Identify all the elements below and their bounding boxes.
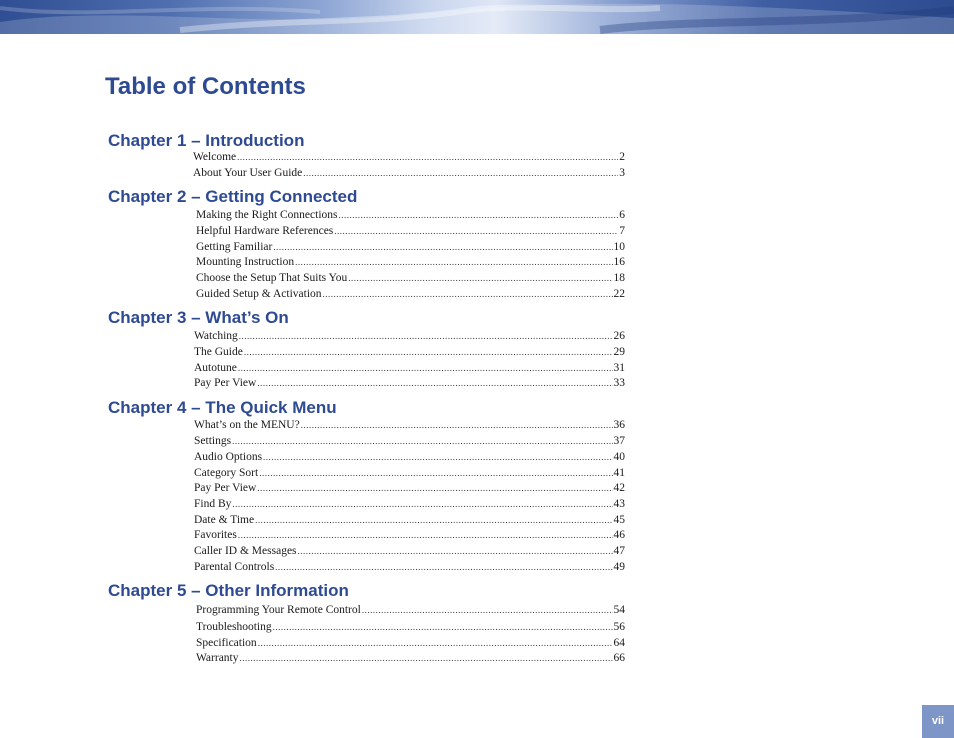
dot-leader — [232, 434, 612, 448]
entry-page: 6 — [619, 209, 625, 221]
entry-page: 37 — [613, 435, 625, 447]
dot-leader — [259, 466, 612, 480]
toc-entry[interactable] — [196, 651, 625, 665]
dot-leader — [244, 345, 613, 359]
dot-leader — [257, 376, 612, 390]
dot-leader — [238, 528, 613, 542]
entry-page: 7 — [619, 225, 625, 237]
toc-entry[interactable] — [196, 255, 625, 269]
entry-page: 22 — [613, 288, 625, 300]
entry-label: Parental Controls — [194, 561, 275, 573]
toc-entry[interactable] — [194, 466, 625, 480]
entry-page: 26 — [613, 330, 625, 342]
dot-leader — [295, 255, 612, 269]
entry-page: 43 — [613, 498, 625, 510]
entry-label: Specification — [196, 637, 257, 649]
dot-leader — [240, 651, 613, 665]
entry-label: Autotune — [194, 362, 237, 374]
entry-page: 18 — [613, 272, 625, 284]
toc-entry[interactable] — [194, 361, 625, 375]
dot-leader — [273, 240, 612, 254]
page-number-tab: vii — [922, 705, 954, 738]
entry-page: 3 — [619, 167, 625, 179]
toc-entry[interactable] — [194, 345, 625, 359]
entry-label: Audio Options — [194, 451, 263, 463]
entry-label: Watching — [194, 330, 238, 342]
dot-leader — [362, 603, 613, 617]
entry-page: 45 — [613, 514, 625, 526]
entry-page: 47 — [613, 545, 625, 557]
toc-entry[interactable] — [193, 166, 625, 180]
entry-page: 33 — [613, 377, 625, 389]
entry-page: 16 — [613, 256, 625, 268]
dot-leader — [275, 560, 612, 574]
toc-entry[interactable] — [194, 450, 625, 464]
toc-entry[interactable] — [194, 434, 625, 448]
entry-label: Pay Per View — [194, 377, 257, 389]
toc-entry[interactable] — [194, 376, 625, 390]
entry-page: 31 — [613, 362, 625, 374]
entry-page: 46 — [613, 529, 625, 541]
entry-label: Category Sort — [194, 467, 259, 479]
entry-page: 64 — [613, 637, 625, 649]
toc-entry[interactable] — [194, 418, 625, 432]
chapter-3-heading: Chapter 3 – What’s On — [108, 308, 289, 327]
entry-label: Mounting Instruction — [196, 256, 295, 268]
dot-leader — [257, 481, 612, 495]
toc-entry[interactable] — [196, 603, 625, 617]
entry-page: 54 — [613, 604, 625, 616]
entry-page: 36 — [613, 419, 625, 431]
dot-leader — [255, 513, 612, 527]
toc-entry[interactable] — [196, 271, 625, 285]
toc-entry[interactable] — [194, 497, 625, 511]
entry-page: 2 — [619, 151, 625, 163]
chapter-5-heading: Chapter 5 – Other Information — [108, 581, 349, 600]
entry-label: Favorites — [194, 529, 237, 541]
entry-page: 40 — [613, 451, 625, 463]
entry-label: Welcome — [193, 151, 237, 163]
entry-label: Troubleshooting — [196, 621, 272, 633]
dot-leader — [339, 208, 619, 222]
dot-leader — [232, 497, 612, 511]
dot-leader — [239, 329, 613, 343]
chapter-2-heading: Chapter 2 – Getting Connected — [108, 187, 358, 206]
toc-entry[interactable] — [196, 224, 625, 238]
entry-label: About Your User Guide — [193, 167, 303, 179]
toc-entry[interactable] — [193, 150, 625, 164]
entry-page: 29 — [613, 346, 625, 358]
page-title: Table of Contents — [105, 73, 306, 100]
entry-label: Warranty — [196, 652, 239, 664]
dot-leader — [263, 450, 612, 464]
dot-leader — [298, 544, 613, 558]
dot-leader — [238, 361, 613, 375]
chapter-4-heading: Chapter 4 – The Quick Menu — [108, 398, 337, 417]
toc-entry[interactable] — [194, 481, 625, 495]
header-banner — [0, 0, 954, 34]
dot-leader — [303, 166, 618, 180]
entry-label: Making the Right Connections — [196, 209, 338, 221]
entry-label: Helpful Hardware References — [196, 225, 334, 237]
toc-entry[interactable] — [194, 528, 625, 542]
entry-page: 41 — [613, 467, 625, 479]
entry-label: What’s on the MENU? — [194, 419, 300, 431]
toc-entry[interactable] — [194, 329, 625, 343]
toc-entry[interactable] — [196, 620, 625, 634]
entry-label: Find By — [194, 498, 232, 510]
entry-page: 10 — [613, 241, 625, 253]
entry-label: Choose the Setup That Suits You — [196, 272, 348, 284]
entry-page: 56 — [613, 621, 625, 633]
dot-leader — [273, 620, 613, 634]
toc-entry[interactable] — [194, 544, 625, 558]
dot-leader — [323, 287, 613, 301]
dot-leader — [334, 224, 618, 238]
dot-leader — [258, 636, 613, 650]
toc-entry[interactable] — [196, 208, 625, 222]
entry-page: 66 — [613, 652, 625, 664]
banner-swoosh-graphic — [0, 0, 954, 34]
entry-page: 42 — [613, 482, 625, 494]
entry-label: Programming Your Remote Control — [196, 604, 361, 616]
entry-label: The Guide — [194, 346, 243, 358]
entry-label: Caller ID & Messages — [194, 545, 297, 557]
toc-entry[interactable] — [196, 240, 625, 254]
entry-page: 49 — [613, 561, 625, 573]
toc-entry[interactable] — [194, 560, 625, 574]
entry-label: Settings — [194, 435, 232, 447]
toc-entry[interactable] — [196, 287, 625, 301]
entry-label: Date & Time — [194, 514, 255, 526]
dot-leader — [348, 271, 612, 285]
chapter-1-heading: Chapter 1 – Introduction — [108, 131, 305, 150]
entry-label: Pay Per View — [194, 482, 257, 494]
toc-entry[interactable] — [194, 513, 625, 527]
entry-label: Guided Setup & Activation — [196, 288, 322, 300]
dot-leader — [301, 418, 613, 432]
dot-leader — [237, 150, 618, 164]
entry-label: Getting Familiar — [196, 241, 273, 253]
toc-entry[interactable] — [196, 636, 625, 650]
